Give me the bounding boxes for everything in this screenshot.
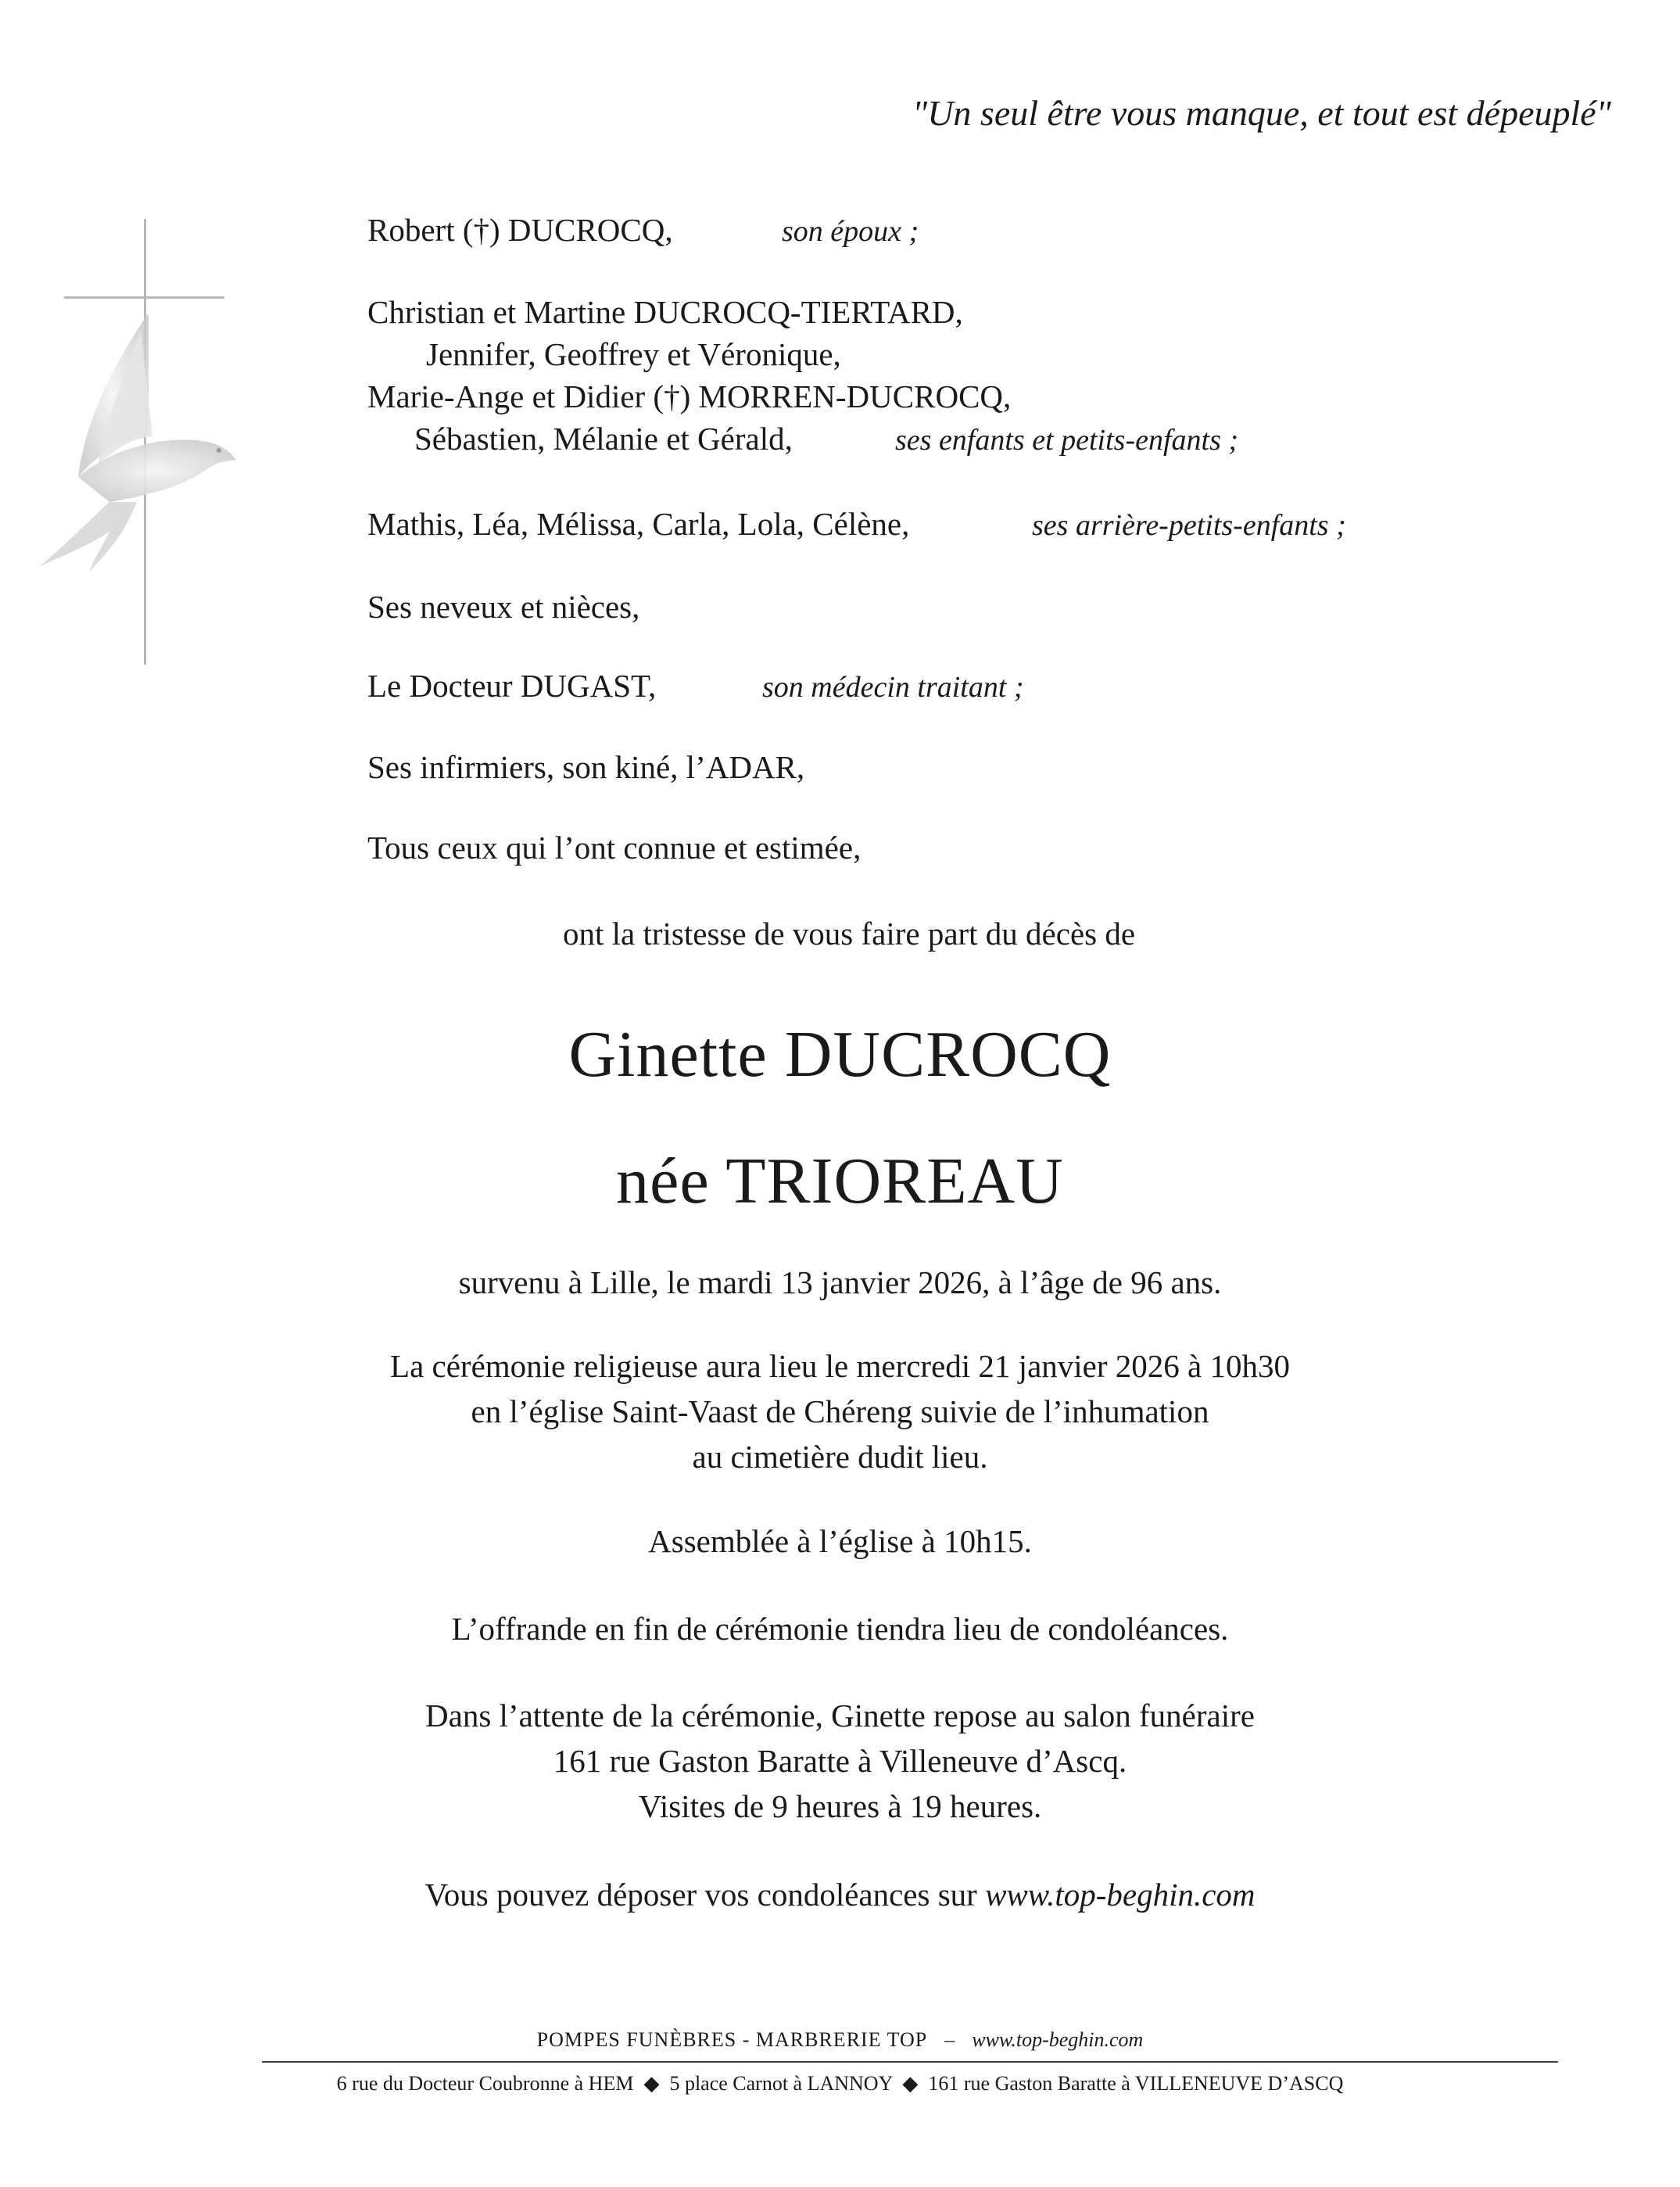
ceremony-line: La cérémonie religieuse aura lieu le mercredi 21 janvier 2026 à 10h30 [390, 1348, 1290, 1384]
family-line-9: Ses infirmiers, son kiné, l’ADAR, [367, 749, 805, 785]
family-name: Robert (†) DUCROCQ, [367, 212, 673, 248]
ceremony-line: au cimetière dudit lieu. [692, 1439, 988, 1475]
family-line-1 [367, 211, 919, 249]
family-line-10: Tous ceux qui l’ont connue et estimée, [367, 830, 861, 866]
family-relation: son médecin traitant ; [762, 671, 1024, 704]
footer-dash: – [944, 2028, 955, 2051]
footer-addresses: 6 rue du Docteur Coubronne à HEM ◆ 5 place Carnot à LANNOY ◆ 161 rue Gaston Baratte à VILLENEUVE D’ASCQ [336, 2072, 1344, 2095]
family-line-6 [367, 505, 1346, 543]
viewing-line: 161 rue Gaston Baratte à Villeneuve d’Ascq. [553, 1743, 1127, 1779]
footer-divider [262, 2061, 1558, 2063]
footer-company: POMPES FUNÈBRES - MARBRERIE TOP [536, 2028, 928, 2051]
announcement-text: ont la tristesse de vous faire part du décès de [563, 916, 1136, 952]
condolences-text: Vous pouvez déposer vos condoléances sur [424, 1877, 977, 1913]
family-name: Sébastien, Mélanie et Gérald, [414, 421, 793, 457]
assembly-info: Assemblée à l’église à 10h15. [648, 1523, 1032, 1559]
family-line-4: Marie-Ange et Didier (†) MORREN-DUCROCQ, [367, 378, 1012, 414]
family-name: Mathis, Léa, Mélissa, Carla, Lola, Célène, [367, 506, 910, 542]
footer-website-link[interactable]: www.top-beghin.com [972, 2028, 1144, 2051]
viewing-line: Visites de 9 heures à 19 heures. [638, 1788, 1042, 1824]
death-info: survenu à Lille, le mardi 13 janvier 2026, à l’âge de 96 ans. [458, 1264, 1222, 1300]
footer-company-line [0, 2028, 1680, 2052]
ceremony-block [0, 1343, 1680, 1479]
footer-addresses-line [0, 2072, 1680, 2096]
dove-icon [31, 297, 242, 579]
deceased-maiden-name: née TRIOREAU [616, 1145, 1064, 1217]
family-line-5 [414, 420, 1239, 457]
family-line-2: Christian et Martine DUCROCQ-TIERTARD, [367, 294, 963, 330]
family-line-3: Jennifer, Geoffrey et Véronique, [426, 336, 841, 372]
condolences-link[interactable]: www.top-beghin.com [985, 1877, 1256, 1913]
family-relation: son époux ; [782, 215, 919, 248]
condolences-info [0, 1872, 1680, 1917]
viewing-line: Dans l’attente de la cérémonie, Ginette repose au salon funéraire [425, 1698, 1255, 1733]
family-relation: ses enfants et petits-enfants ; [895, 424, 1239, 457]
offering-info: L’offrande en fin de cérémonie tiendra lieu de condoléances. [451, 1611, 1229, 1647]
viewing-block [0, 1693, 1680, 1829]
epigraph-quote: "Un seul être vous manque, et tout est dépeuplé" [912, 93, 1611, 133]
ceremony-line: en l’église Saint-Vaast de Chéreng suivie de l’inhumation [471, 1393, 1209, 1429]
family-relation: ses arrière-petits-enfants ; [1032, 509, 1346, 542]
deceased-name: Ginette DUCROCQ [568, 1018, 1112, 1091]
family-line-8 [367, 667, 1024, 705]
family-line-7: Ses neveux et nièces, [367, 589, 640, 625]
family-name: Le Docteur DUGAST, [367, 668, 657, 704]
